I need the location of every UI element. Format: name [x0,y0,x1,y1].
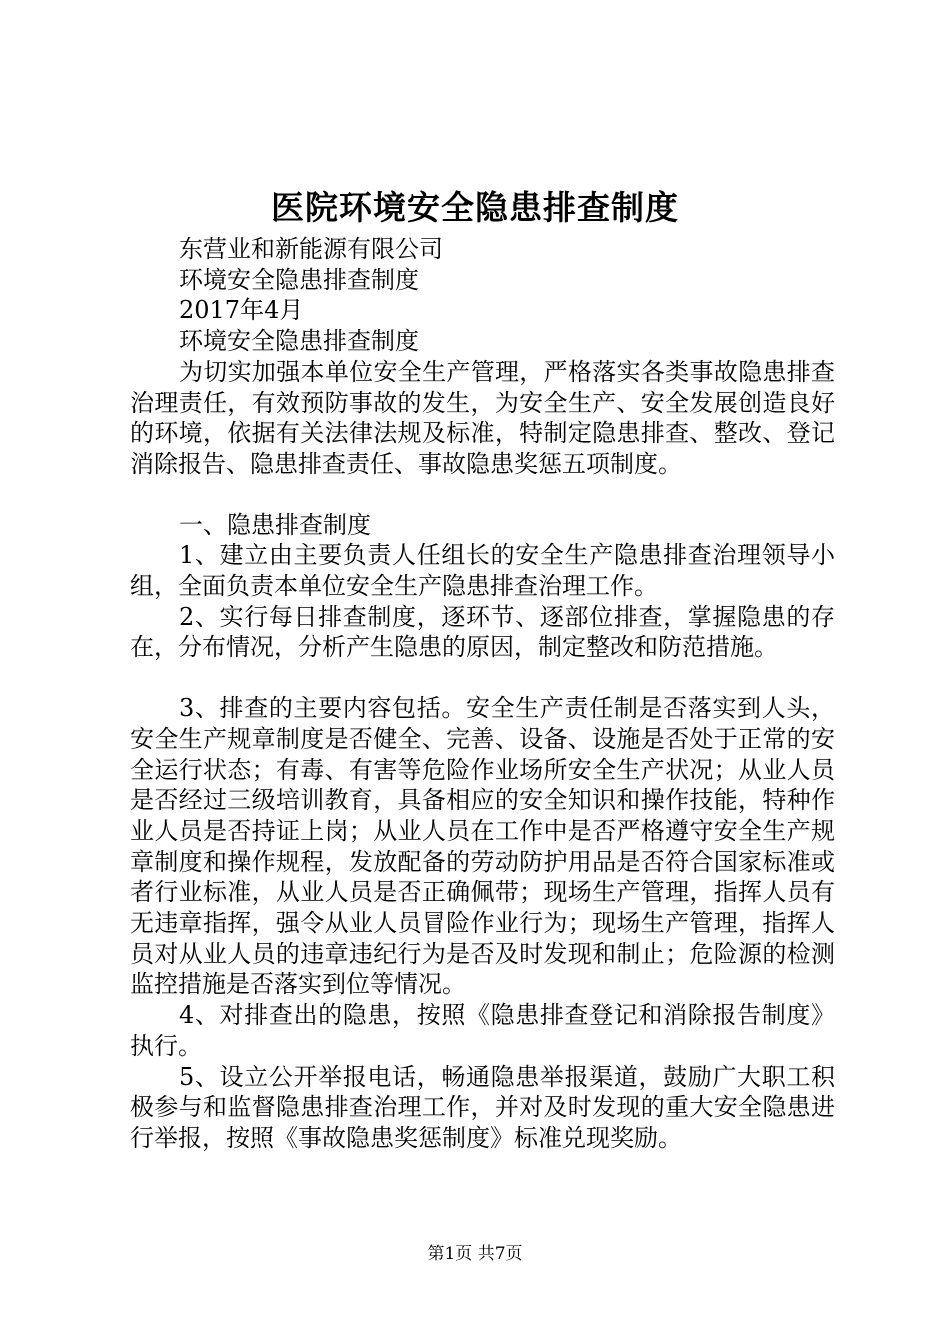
document-subtitle-repeat: 环境安全隐患排查制度 [179,327,419,356]
list-item: 2、实行每日排查制度，逐环节、逐部位排查，掌握隐患的存在，分布情况，分析产生隐患的原因，制定整改和防范措施。 [130,602,835,662]
intro-paragraph: 为切实加强本单位安全生产管理，严格落实各类事故隐患排查治理责任，有效预防事故的发生，为安全生产、安全发展创造良好的环境，依据有关法律法规及标准，特制定隐患排查、整改、登记消除报告、隐患排查责任、事故隐患奖惩五项制度。 [130,357,835,478]
document-subtitle: 环境安全隐患排查制度 [179,265,419,294]
list-item: 3、排查的主要内容包括。安全生产责任制是否落实到人头，安全生产规章制度是否健全、完善、设备、设施是否处于正常的安全运行状态；有毒、有害等危险作业场所安全生产状况；从业人员是否经过三级培训教育，具备相应的安全知识和操作技能，特种作业人员是否持证上岗；从业人员在工作中是否严格遵守安全生产规章制度和操作规程，发放配备的劳动防护用品是否符合国家标准或者行业标准，从业人员是否正确佩带；现场生产管理，指挥人员有无违章指挥，强令从业人员冒险作业行为；现场生产管理，指挥人员对从业人员的违章违纪行为是否及时发现和制止；危险源的检测监控措施是否落实到位等情况。 [130,694,835,999]
page-footer: 第1页 共7页 [427,1244,523,1264]
list-item: 1、建立由主要负责人任组长的安全生产隐患排查治理领导小组，全面负责本单位安全生产隐患排查治理工作。 [130,541,835,601]
document-title: 医院环境安全隐患排查制度 [271,188,679,227]
company-name: 东营业和新能源有限公司 [179,235,443,263]
list-item: 5、设立公开举报电话，畅通隐患举报渠道，鼓励广大职工积极参与和监督隐患排查治理工作，并对及时发现的重大安全隐患进行举报，按照《事故隐患奖惩制度》标准兑现奖励。 [130,1062,835,1152]
section-heading: 一、隐患排查制度 [179,510,371,539]
list-item: 4、对排查出的隐患，按照《隐患排查登记和消除报告制度》执行。 [130,1001,835,1060]
document-date: 2017年4月 [179,296,304,325]
document-body [130,234,835,1154]
